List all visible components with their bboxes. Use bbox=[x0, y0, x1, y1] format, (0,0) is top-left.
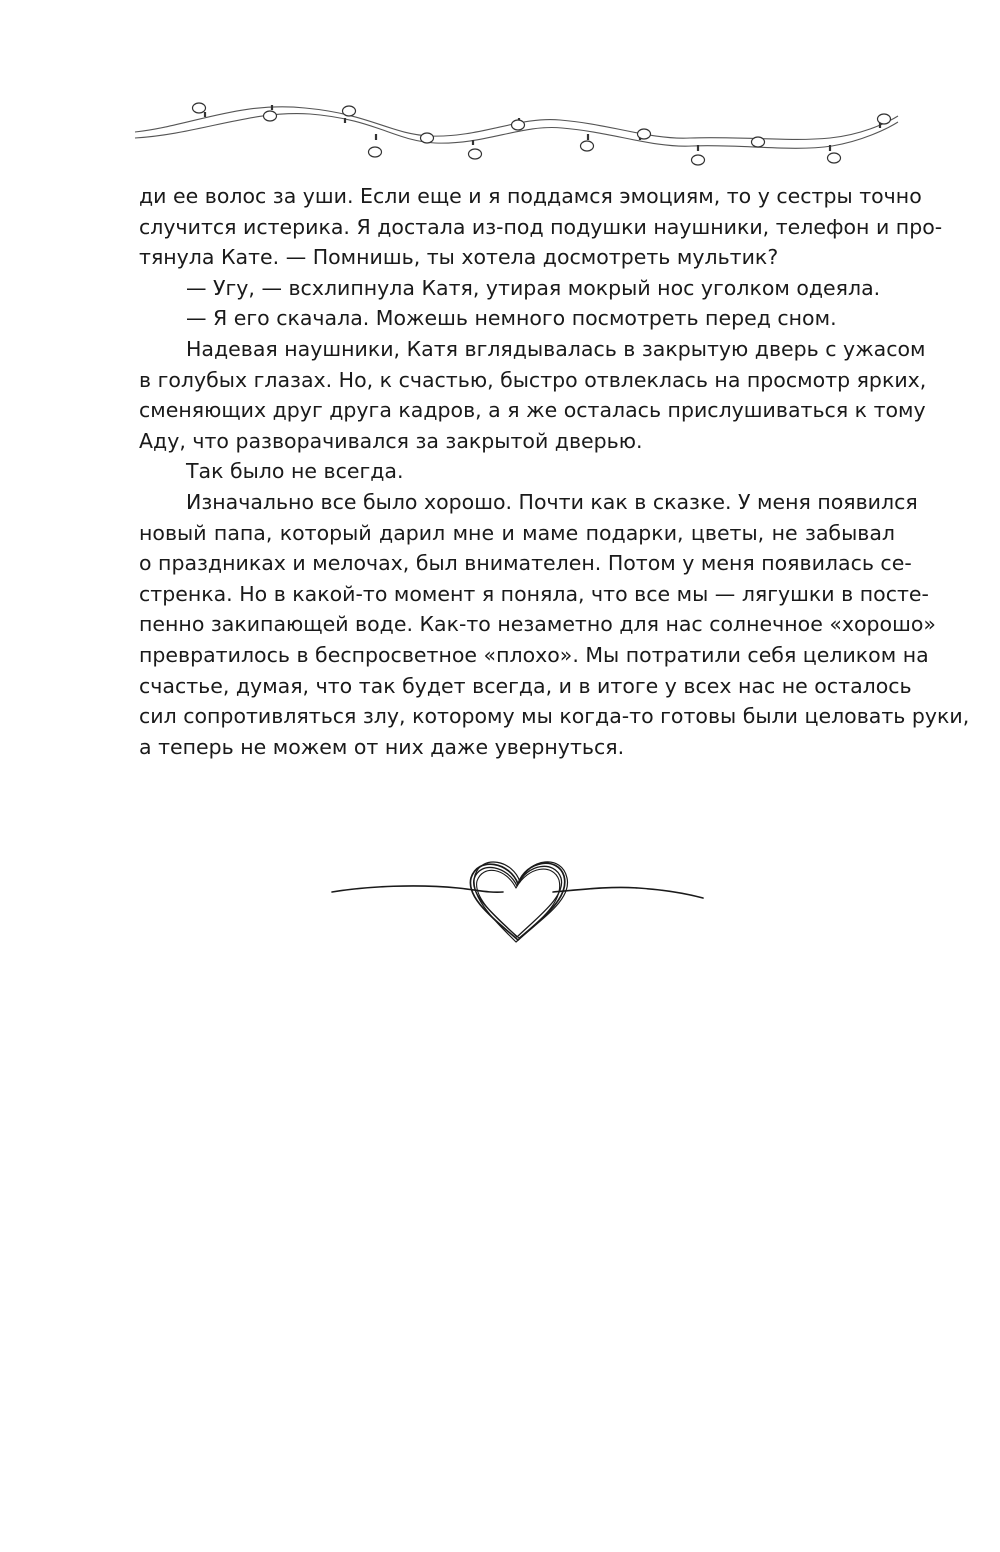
heart-divider-ornament bbox=[328, 848, 708, 948]
text-line: а теперь не можем от них даже увернуться. bbox=[139, 734, 625, 759]
text-line: в голубых глазах. Но, к счастью, быстро отвлеклась на просмотр ярких, bbox=[139, 367, 927, 392]
text-line: сил сопротивляться злу, которому мы когда-то готовы были целовать руки, bbox=[139, 704, 970, 729]
paragraph-start: Так было не всегда. bbox=[186, 459, 404, 484]
string-lights-garland bbox=[130, 96, 900, 170]
text-line: тянула Кате. — Помнишь, ты хотела досмотреть мультик? bbox=[139, 245, 779, 270]
text-line: сменяющих друг друга кадров, а я же осталась прислушиваться к тому bbox=[139, 398, 926, 423]
text-line: Аду, что разворачивался за закрытой дверью. bbox=[139, 428, 643, 453]
text-line: превратилось в беспросветное «плохо». Мы потратили себя целиком на bbox=[139, 642, 929, 667]
text-line: стренка. Но в какой-то момент я поняла, что все мы — лягушки в посте- bbox=[139, 581, 929, 606]
text-line: случится истерика. Я достала из-под подушки наушники, телефон и про- bbox=[139, 214, 943, 239]
paragraph-start: Изначально все было хорошо. Почти как в сказке. У меня появился bbox=[186, 489, 918, 514]
dialogue-line: — Угу, — всхлипнула Катя, утирая мокрый нос уголком одеяла. bbox=[186, 275, 881, 300]
paragraph-start: Надевая наушники, Катя вглядывалась в закрытую дверь с ужасом bbox=[186, 336, 926, 361]
body-text bbox=[139, 181, 970, 762]
text-line: ди ее волос за уши. Если еще и я поддамся эмоциям, то у сестры точно bbox=[139, 184, 922, 208]
text-line: счастье, думая, что так будет всегда, и в итоге у всех нас не осталось bbox=[139, 673, 912, 698]
text-line: новый папа, который дарил мне и маме подарки, цветы, не забывал bbox=[139, 520, 895, 545]
dialogue-line: — Я его скачала. Можешь немного посмотреть перед сном. bbox=[186, 306, 837, 331]
text-line: о праздниках и мелочах, был внимателен. Потом у меня появилась се- bbox=[139, 551, 912, 576]
text-line: пенно закипающей воде. Как-то незаметно для нас солнечное «хорошо» bbox=[139, 612, 936, 637]
